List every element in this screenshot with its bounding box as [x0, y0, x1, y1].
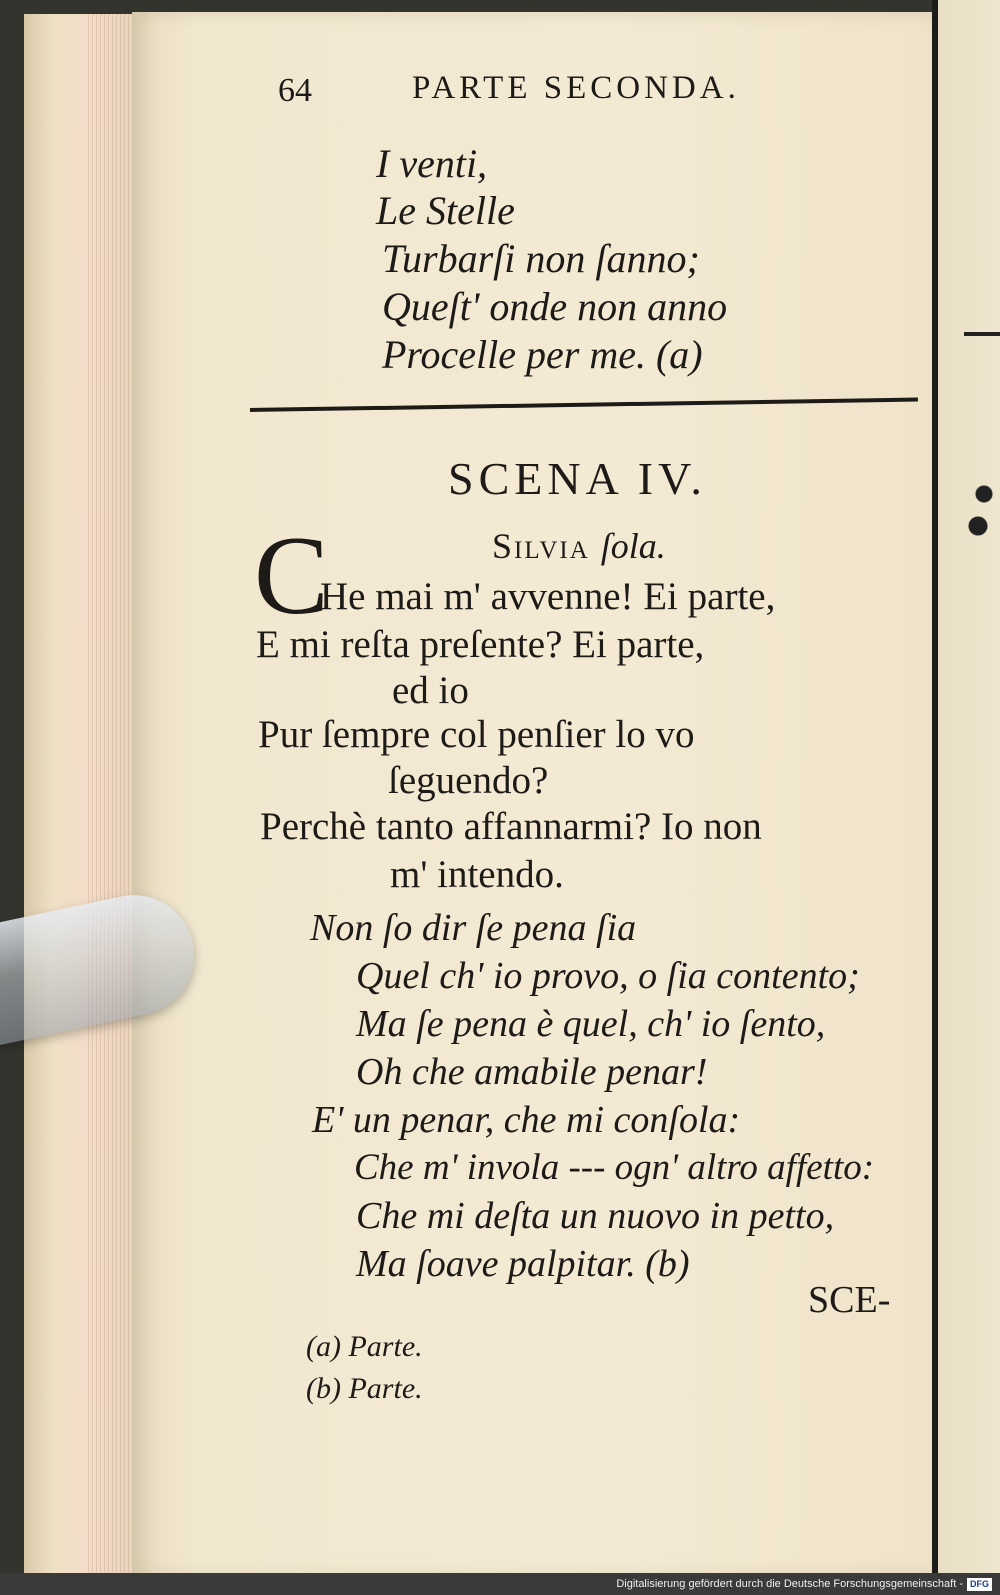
- verse-line: Oh che amabile penar!: [356, 1051, 708, 1093]
- verse-line: Procelle per me. (a): [382, 332, 703, 377]
- page-number: 64: [278, 72, 312, 109]
- recitative-line: E mi reſta preſente? Ei parte,: [256, 623, 705, 666]
- page-stack-edge: [24, 14, 141, 1574]
- catchword: SCE-: [808, 1279, 891, 1321]
- digitization-credit-bar: [0, 1573, 1000, 1595]
- recitative-line: ſeguendo?: [388, 759, 549, 802]
- verse-line: Che mi deſta un nuovo in petto,: [356, 1195, 835, 1237]
- scene-title: SCENA IV.: [448, 453, 707, 504]
- neighbor-page: [932, 0, 1000, 1575]
- footnote: (b) Parte.: [306, 1372, 423, 1405]
- page-edges: [88, 14, 134, 1574]
- verse-line: I venti,: [376, 141, 488, 186]
- neighbor-rule: [964, 332, 1000, 336]
- verse-line: E' un penar, che mi conſola:: [312, 1099, 741, 1141]
- verse-line: Ma ſoave palpitar. (b): [356, 1243, 690, 1285]
- verse-line: Turbarſi non ſanno;: [382, 236, 700, 281]
- verse-line: Ma ſe pena è quel, ch' io ſento,: [356, 1003, 826, 1045]
- drop-cap: C: [254, 514, 329, 638]
- verse-line: Le Stelle: [376, 188, 515, 233]
- recitative-line: He mai m' avvenne! Ei parte,: [320, 575, 776, 618]
- verse-line: Quel ch' io provo, o ſia contento;: [356, 955, 860, 997]
- running-title: PARTE SECONDA.: [412, 70, 740, 106]
- recitative-line: m' intendo.: [390, 853, 564, 896]
- speaker-name: Silvia: [492, 526, 590, 566]
- verse-line: Queſt' onde non anno: [382, 284, 728, 329]
- verse-line: Non ſo dir ſe pena ſia: [310, 907, 637, 949]
- speaker-label: [492, 525, 666, 567]
- recitative-line: Perchè tanto affannarmi? Io non: [260, 805, 762, 848]
- credit-text: Digitalisierung gefördert durch die Deutsche Forschungsgemeinschaft -: [616, 1578, 963, 1590]
- recitative-line: ed io: [392, 669, 469, 712]
- verse-line: Che m' invola --- ogn' altro affetto:: [354, 1147, 875, 1188]
- speaker-note: ſola.: [600, 526, 666, 566]
- footnote: (a) Parte.: [306, 1330, 423, 1363]
- neighbor-ornament: [966, 470, 996, 550]
- dfg-logo: DFG: [967, 1578, 992, 1591]
- recitative-line: Pur ſempre col penſier lo vo: [258, 713, 695, 756]
